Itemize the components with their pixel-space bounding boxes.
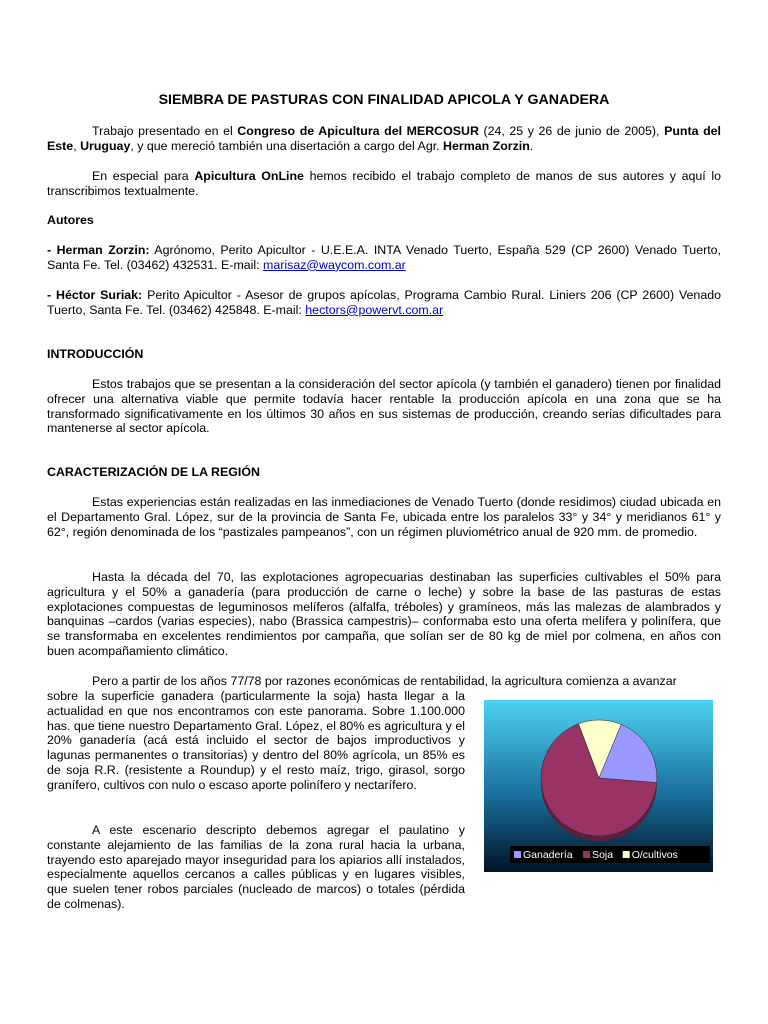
text-run: Estos trabajos que se presentan a la consideración del sector apícola (y también el ganadero) tienen por finalidad ofrecer una alternativa viable que permite todavía hacer rentable la producción apícola en una zona que se ha transformado significativamente en los últimos 30 años en sus sistemas de producción, creando serias dificultades para mantenerse al sector apícola. xyxy=(47,377,721,436)
author-details: Agrónomo, Perito Apicultor - U.E.E.A. INTA Venado Tuerto, España 529 (CP 2600) Venado Tuerto, Santa Fe. Tel. (03462) 432531. E-mail: xyxy=(47,243,721,272)
body-paragraph xyxy=(47,495,721,539)
author-entry xyxy=(47,243,721,273)
legend-label: O/cultivos xyxy=(631,849,678,861)
author-entry xyxy=(47,288,721,318)
body-paragraph xyxy=(47,674,721,689)
text-run: En especial para xyxy=(92,169,195,183)
body-paragraph xyxy=(47,823,465,912)
text-run: (24, 25 y 26 de junio de 2005), xyxy=(478,124,665,138)
legend xyxy=(514,849,678,861)
legend-label: Ganadería xyxy=(523,849,573,861)
text-run: . xyxy=(529,138,534,153)
section-heading-region: CARACTERIZACIÓN DE LA REGIÓN xyxy=(47,465,260,479)
author-name: - Herman Zorzin: xyxy=(47,243,150,257)
text-run: , y que mereció también una disertación a cargo del Agr. xyxy=(130,138,444,153)
section-heading-introduction: INTRODUCCIÓN xyxy=(47,347,144,361)
congress-name: Congreso de Apicultura del MERCOSUR xyxy=(237,124,479,138)
legend-swatch xyxy=(514,851,521,858)
author-email-link[interactable]: hectors@powervt.com.ar xyxy=(305,302,444,317)
online-paragraph xyxy=(47,169,721,199)
city-name: Punta del Este xyxy=(47,124,721,153)
page-title: SIEMBRA DE PASTURAS CON FINALIDAD APICOLA Y GANADERA xyxy=(158,92,610,108)
body-paragraph xyxy=(47,377,721,436)
body-paragraph-continued xyxy=(47,689,465,793)
legend-label: Soja xyxy=(592,849,614,861)
country-name: Uruguay xyxy=(80,138,131,153)
text-run: Hasta la década del 70, las explotaciones agropecuarias destinaban las superficies cultivables el 50% para agricultura y el 50% a ganadería (para producción de carne o leche) y sobre la base de las pasturas de estas explotaciones compuestas de leguminosos melíferos (alfalfa, tréboles) y gramíneos, más las malezas de alambrados y banquinas –cardos (varias especies), nabo (Brassica campestris)– conformaba esto una oferta melífera y polinífera, que se transformaba en excelentes rendimientos por campaña, que solían ser de 80 kg de miel por colmena, en años con buen acompañamiento climático. xyxy=(47,570,721,658)
text-run: hemos recibido el trabajo completo de manos de sus autores y aquí lo transcribimos textualmente. xyxy=(47,169,721,198)
author-email-link[interactable]: marisaz@waycom.com.ar xyxy=(263,257,406,272)
legend-swatch xyxy=(623,851,630,858)
legend-swatch xyxy=(583,851,590,858)
land-use-pie-chart xyxy=(484,700,713,872)
text-run: Pero a partir de los años 77/78 por razones económicas de rentabilidad, la agricultura comienza a avanzar xyxy=(92,674,677,688)
presenter-name: Herman Zorzin xyxy=(443,138,530,153)
text-run: A este escenario descripto debemos agregar el paulatino y constante alejamiento de las familias de la zona rural hacia la urbana, trayendo esto aparejado mayor inseguridad para los apiarios allí instalados, especialmente aquellos cercanos a calles públicas y en lugares visibles, que suelen tener robos parciales (nucleado de marcos) o totales (pérdida de colmenas). xyxy=(47,823,465,911)
author-name: - Héctor Suriak: xyxy=(47,288,143,302)
text-run: , xyxy=(73,138,81,153)
body-paragraph xyxy=(47,570,721,659)
intro-paragraph xyxy=(47,124,721,154)
site-name: Apicultura OnLine xyxy=(194,169,304,183)
text-run: sobre la superficie ganadera (particularmente la soja) hasta llegar a la actualidad en que nos encontramos con este panorama. Sobre 1.100.000 has. que tiene nuestro Departamento Gral. López, el 80% es agricultura y el 20% ganadería (acá está incluido el sector de bajos improductivos y lagunas permanentes o transitorias) y dentro del 80% agrícola, un 85% es de soja R.R. (resistente a Roundup) y el resto maíz, trigo, girasol, sorgo granífero, cultivos con nulo o escaso aporte polinífero y nectarífero. xyxy=(47,689,465,792)
text-run: Estas experiencias están realizadas en las inmediaciones de Venado Tuerto (donde residimos) ciudad ubicada en el Departamento Gral. López, sur de la provincia de Santa Fe, ubicada entre los paralelos 33° y 34° y meridianos 61° y 62°, región denominada de los “pastizales pampeanos”, con un régimen pluviométrico anual de 920 mm. de promedio. xyxy=(47,495,721,539)
authors-heading: Autores xyxy=(47,213,94,227)
text-run: Trabajo presentado en el xyxy=(92,124,238,138)
author-details: Perito Apicultor - Asesor de grupos apícolas, Programa Cambio Rural. Liniers 206 (CP 2600) Venado Tuerto, Santa Fe. Tel. (03462) 425848. E-mail: xyxy=(47,288,721,317)
pie-slices xyxy=(541,720,657,836)
